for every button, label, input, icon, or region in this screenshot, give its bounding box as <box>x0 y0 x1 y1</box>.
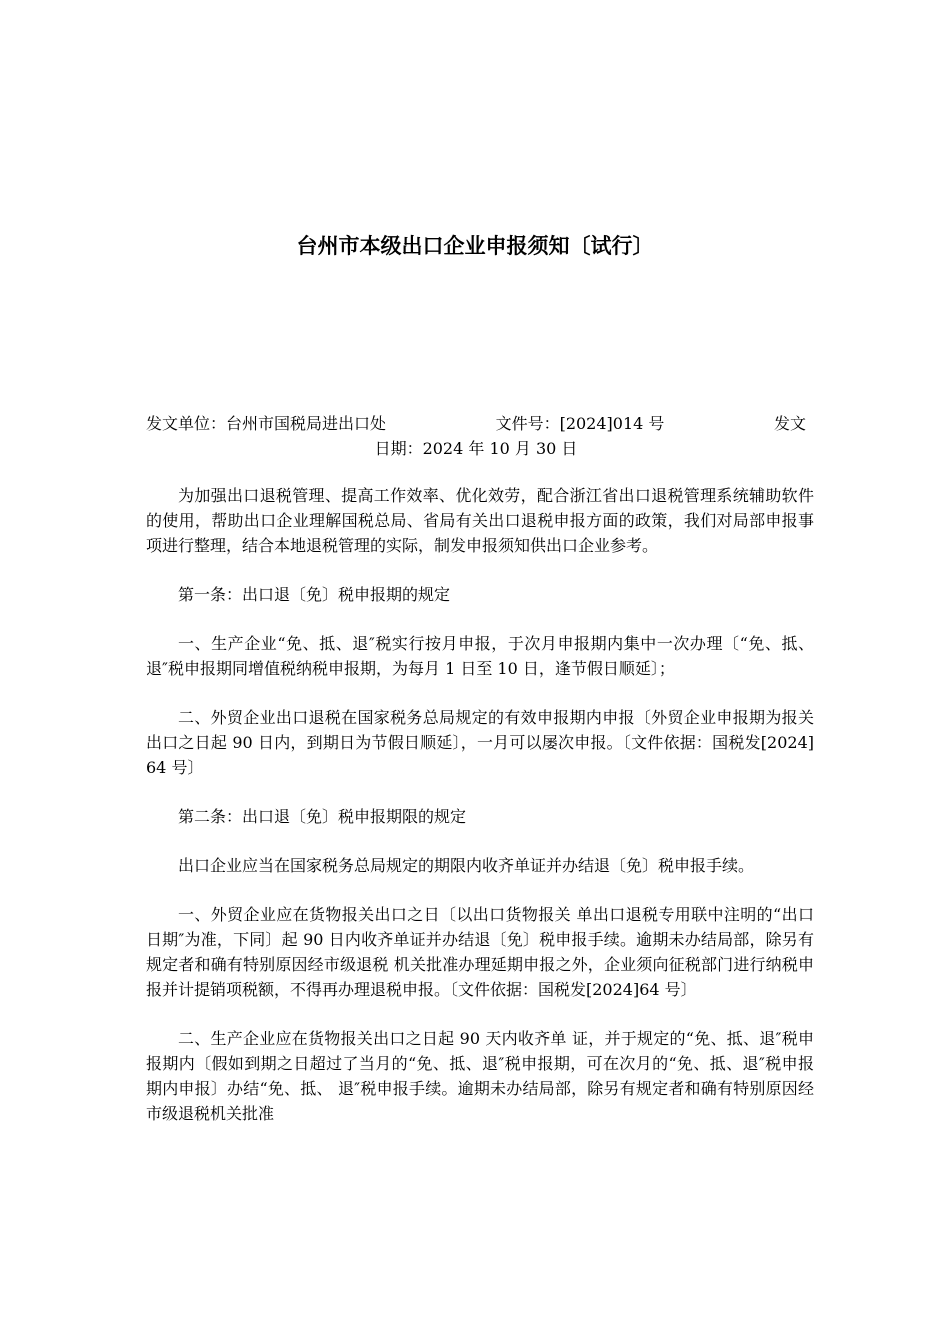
paragraph-article-1-item-1: 一、生产企业“免、抵、退″税实行按月申报，于次月申报期内集中一次办理〔“免、抵、退″税申报期同增值税纳税申报期，为每月 1 日至 10 日，逢节假日顺延〕； <box>146 634 814 678</box>
paragraph-article-2-intro: 出口企业应当在国家税务总局规定的期限内收齐单证并办结退〔免〕税申报手续。 <box>178 856 755 875</box>
paragraph-article-1-heading: 第一条：出口退〔免〕税申报期的规定 <box>178 585 451 604</box>
document-body <box>146 483 814 1150</box>
paragraph-article-2-item-1: 一、外贸企业应在货物报关出口之日〔以出口货物报关 单出口退税专用联中注明的“出口日期″为准，下同〕起 90 日内收齐单证并办结退〔免〕税申报手续。逾期未办结局部，除另有规定者和确有特别原因经市级退税 机关批准办理延期申报之外，企业须向征税部门进行纳税申报并计提销项税额，不得再办理退税申报。〔文件依据：国税发[2024]64 号〕 <box>146 905 814 999</box>
paragraph-article-2-item-2: 二、生产企业应在货物报关出口之日起 90 天内收齐单 证，并于规定的“免、抵、退″税申报期内〔假如到期之日超过了当月的“免、抵、退″税申报期，可在次月的“免、抵、退″税申报期内申报〕办结“免、抵、 退″税申报手续。逾期未办结局部，除另有规定者和确有特别原因经市级退税机关批准 <box>146 1029 814 1123</box>
document-title: 台州市本级出口企业申报须知〔试行〕 <box>296 234 654 258</box>
document-meta <box>146 411 806 461</box>
date-line: 日期：2024 年 10 月 30 日 <box>374 439 578 458</box>
doc-number-text: 文件号：[2024]014 号 <box>495 414 665 433</box>
paragraph-article-1-item-2: 二、外贸企业出口退税在国家税务总局规定的有效申报期内申报〔外贸企业申报期为报关出口之日起 90 日内，到期日为节假日顺延〕，一月可以屡次申报。〔文件依据：国税发[2024]64 号〕 <box>146 708 814 777</box>
date-label-text: 发文 <box>773 414 806 433</box>
issuer-text: 发文单位：台州市国税局进出口处 <box>146 414 387 433</box>
paragraph-intro: 为加强出口退税管理、提高工作效率、优化效劳，配合浙江省出口退税管理系统辅助软件的使用，帮助出口企业理解国税总局、省局有关出口退税申报方面的政策，我们对局部申报事项进行整理，结合本地退税管理的实际，制发申报须知供出口企业参考。 <box>146 486 814 555</box>
meta-line-1 <box>146 411 806 436</box>
paragraph-article-2-heading: 第二条：出口退〔免〕税申报期限的规定 <box>178 807 467 826</box>
